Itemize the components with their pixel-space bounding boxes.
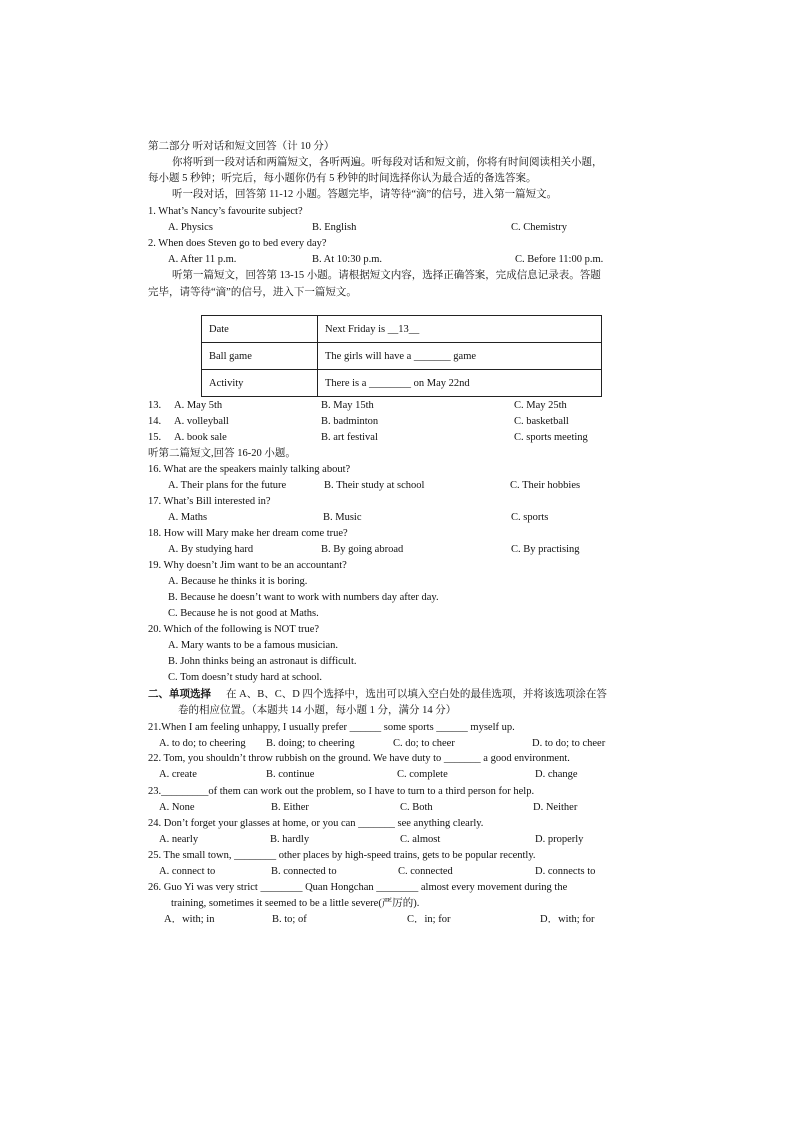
option-a: A. connect to <box>159 866 216 877</box>
option-c: C. May 25th <box>514 400 567 411</box>
option-b: B. connected to <box>271 866 337 877</box>
table-row <box>202 316 602 343</box>
question-23-options <box>0 800 794 816</box>
option-c: C. Before 11:00 p.m. <box>515 254 604 265</box>
table-row <box>202 370 602 397</box>
question-1: 1. What’s Nancy’s favourite subject? <box>148 206 303 217</box>
option-b: B. doing; to cheering <box>266 738 355 749</box>
instructions-line: 每小题 5 秒钟；听完后，每小题你仍有 5 秒钟的时间选择你认为最合适的备选答案。 <box>148 173 537 184</box>
option-a: A．with; in <box>164 914 215 925</box>
question-17-options <box>0 510 794 526</box>
option-d: D. change <box>535 769 578 780</box>
question-18-options <box>0 542 794 558</box>
question-25: 25. The small town, ________ other places by high-speed trains, gets to be popular recently. <box>148 850 536 861</box>
question-19-option-b: B. Because he doesn’t want to work with numbers day after day. <box>168 592 439 603</box>
instructions-line: 听第二篇短文,回答 16-20 小题。 <box>148 448 296 459</box>
question-19-option-c: C. Because he is not good at Maths. <box>168 608 319 619</box>
option-b: B. Music <box>323 512 362 523</box>
option-a: A. Maths <box>168 512 208 523</box>
option-a: A. After 11 p.m. <box>168 254 237 265</box>
question-14: 14. A. volleyball B. badminton C. basketball <box>0 414 794 430</box>
table-cell-label: Ball game <box>202 343 318 370</box>
question-24: 24. Don’t forget your glasses at home, or you can _______ see anything clearly. <box>148 818 484 829</box>
option-a: A. nearly <box>159 834 199 845</box>
option-b: B. At 10:30 p.m. <box>312 254 383 265</box>
option-d: D. connects to <box>535 866 596 877</box>
option-c: C. Both <box>400 802 433 813</box>
option-c: C. sports <box>511 512 549 523</box>
section-heading-part2: 第二部分 听对话和短文回答（计 10 分） <box>148 141 335 152</box>
option-b: B. By going abroad <box>321 544 404 555</box>
question-20-option-b: B. John thinks being an astronaut is difficult. <box>168 656 357 667</box>
question-26-options <box>0 912 794 928</box>
option-d: D．with; for <box>540 914 595 925</box>
option-b: B. badminton <box>321 416 379 427</box>
option-c: C. Chemistry <box>511 222 568 233</box>
option-b: B. Their study at school <box>324 480 425 491</box>
option-b: B. May 15th <box>321 400 374 411</box>
question-26-continued: training, sometimes it seemed to be a little severe(严厉的). <box>171 898 420 909</box>
info-record-table <box>201 315 602 397</box>
question-2-options <box>0 252 794 268</box>
option-d: D. to do; to cheer <box>532 738 606 749</box>
option-c: C. connected <box>398 866 453 877</box>
question-22-options <box>0 767 794 783</box>
question-20: 20. Which of the following is NOT true? <box>148 624 320 635</box>
table-row <box>202 343 602 370</box>
option-c: C. sports meeting <box>514 432 588 443</box>
instructions-line: 你将听到一段对话和两篇短文，各听两遍。听每段对话和短文前，你将有时间阅读相关小题， <box>172 157 603 168</box>
section-heading-single-choice: 二、单项选择 在 A、B、C、D 四个选择中，选出可以填入空白处的最佳选项，并将该选项涂在答 <box>148 689 607 700</box>
question-18: 18. How will Mary make her dream come true? <box>148 528 348 539</box>
option-c: C. almost <box>400 834 441 845</box>
option-b: B. art festival <box>321 432 378 443</box>
option-a: A. volleyball <box>174 416 229 427</box>
question-2: 2. When does Steven go to bed every day? <box>148 238 327 249</box>
option-b: B. English <box>312 222 357 233</box>
instructions-line: 听一段对话，回答第 11-12 小题。答题完毕，请等待“滴”的信号，进入第一篇短文。 <box>172 189 558 200</box>
option-a: A. to do; to cheering <box>159 738 246 749</box>
question-24-options <box>0 832 794 848</box>
table-cell-label: Activity <box>202 370 318 397</box>
option-a: A. None <box>159 802 195 813</box>
option-a: A. create <box>159 769 197 780</box>
question-15: 15. A. book sale B. art festival C. sports meeting <box>0 430 794 446</box>
question-22: 22. Tom, you shouldn’t throw rubbish on the ground. We have duty to _______ a good environment. <box>148 753 570 764</box>
question-19-option-a: A. Because he thinks it is boring. <box>168 576 308 587</box>
question-13: 13. A. May 5th B. May 15th C. May 25th <box>0 398 794 414</box>
answer-blank: __13__ <box>387 323 420 335</box>
option-c: C. do; to cheer <box>393 738 455 749</box>
option-c: C. Their hobbies <box>510 480 581 491</box>
option-a: A. May 5th <box>174 400 223 411</box>
question-16: 16. What are the speakers mainly talking about? <box>148 464 351 475</box>
question-26: 26. Guo Yi was very strict ________ Quan Hongchan ________ almost every movement during the <box>148 882 568 893</box>
question-19: 19. Why doesn’t Jim want to be an accountant? <box>148 560 347 571</box>
question-20-option-a: A. Mary wants to be a famous musician. <box>168 640 339 651</box>
option-b: B. to; of <box>272 914 307 925</box>
table-cell-value: There is a ________ on May 22nd <box>318 370 602 397</box>
option-a: A. Their plans for the future <box>168 480 287 491</box>
option-c: C. By practising <box>511 544 580 555</box>
option-d: D. Neither <box>533 802 578 813</box>
question-23: 23._________of them can work out the problem, so I have to turn to a third person for help. <box>148 786 535 797</box>
option-d: D. properly <box>535 834 584 845</box>
table-cell-value: Next Friday is __13__ <box>318 316 602 343</box>
option-c: C．in; for <box>407 914 451 925</box>
table-cell-value: The girls will have a _______ game <box>318 343 602 370</box>
instructions-line: 完毕，请等待“滴”的信号，进入下一篇短文。 <box>148 287 357 298</box>
question-21: 21.When I am feeling unhappy, I usually prefer ______ some sports ______ myself up. <box>148 722 515 733</box>
instructions-line: 卷的相应位置。（本题共 14 小题，每小题 1 分，满分 14 分） <box>178 705 457 716</box>
instructions-line: 听第一篇短文，回答第 13-15 小题。请根据短文内容，选择正确答案，完成信息记录表。答题 <box>172 270 601 281</box>
question-1-options <box>0 220 794 236</box>
question-20-option-c: C. Tom doesn’t study hard at school. <box>168 672 323 683</box>
table-cell-label: Date <box>202 316 318 343</box>
option-b: B. hardly <box>270 834 310 845</box>
option-c: C. complete <box>397 769 448 780</box>
option-a: A. book sale <box>174 432 227 443</box>
option-b: B. continue <box>266 769 315 780</box>
option-a: A. Physics <box>168 222 213 233</box>
question-16-options <box>0 478 794 494</box>
question-21-options <box>0 736 794 752</box>
question-17: 17. What’s Bill interested in? <box>148 496 271 507</box>
option-b: B. Either <box>271 802 309 813</box>
option-a: A. By studying hard <box>168 544 254 555</box>
option-c: C. basketball <box>514 416 569 427</box>
question-25-options <box>0 864 794 880</box>
